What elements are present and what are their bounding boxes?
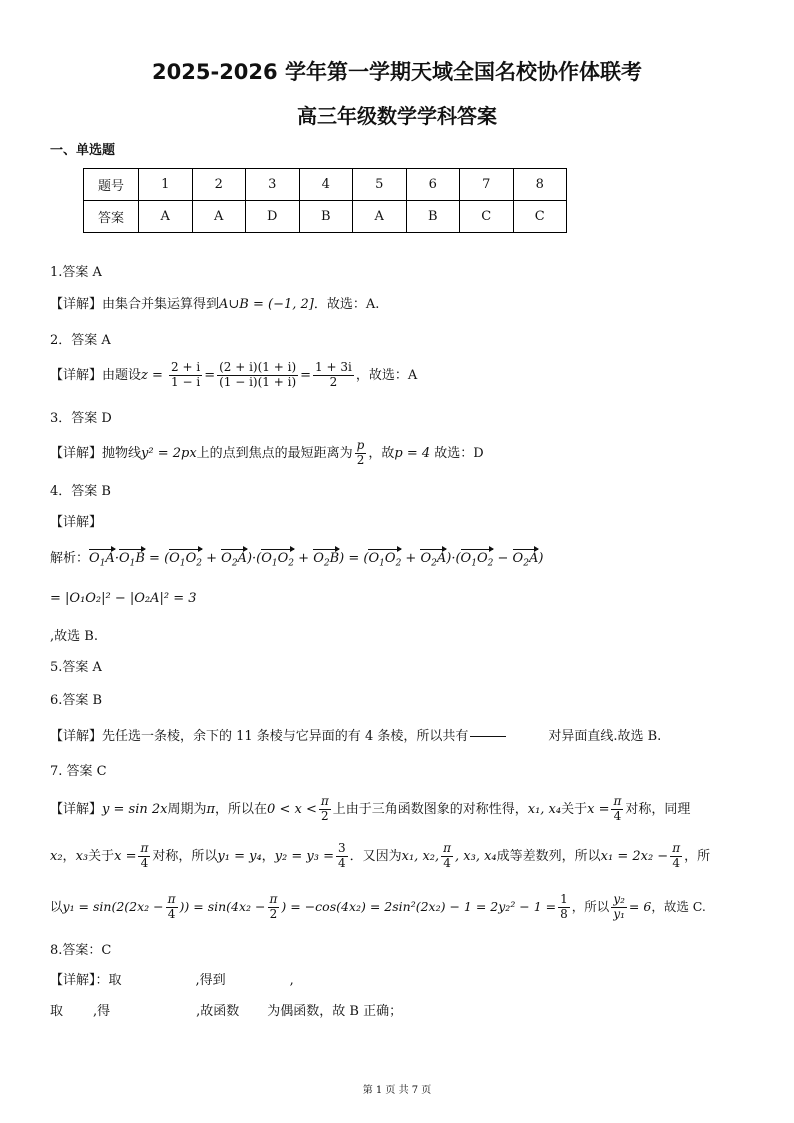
q2-f3-den: 2 xyxy=(329,374,338,389)
q7-math: = 6 xyxy=(628,898,652,914)
q3-prefix: 【详解】抛物线 xyxy=(50,445,142,461)
q7-fraction xyxy=(441,842,453,871)
q7-frac-num: 1 xyxy=(560,892,568,906)
q1-formula: A∪B = (−1, 2] xyxy=(219,297,314,312)
q7-math: x = xyxy=(587,801,610,817)
q7-text: 对称，所以 xyxy=(152,848,218,864)
q4-detail-label: 【详解】 xyxy=(50,515,103,530)
q7-line-3 xyxy=(50,893,706,922)
q7-frac-num: π xyxy=(269,892,278,906)
q7-answer: 7. 答案 C xyxy=(50,764,107,779)
q1-answer: 1.答案 A xyxy=(50,265,102,280)
q7-fraction xyxy=(268,893,280,922)
table-cell: D xyxy=(246,201,300,233)
table-row xyxy=(84,201,567,233)
q7-math: , x₃, x₄ xyxy=(455,848,497,864)
q7-text: ， xyxy=(261,848,275,864)
q8-text: 【详解】：取 xyxy=(50,973,122,988)
q7-frac-den: 4 xyxy=(443,855,451,870)
q4-answer: 4．答案 B xyxy=(50,484,111,499)
q4-solution-line-1 xyxy=(50,552,543,569)
q7-math: x = xyxy=(114,848,137,864)
table-row xyxy=(84,169,567,201)
q3-equation: y² = 2px xyxy=(141,445,197,461)
table-header-cell: 题号 xyxy=(84,169,139,201)
q7-fraction xyxy=(319,795,331,824)
page-title: 2025-2026 学年第一学期天域全国名校协作体联考 xyxy=(152,60,642,84)
q7-frac-num: π xyxy=(320,794,329,808)
q7-math: y = sin 2x xyxy=(102,801,168,817)
section-title: 一、单选题 xyxy=(50,143,116,158)
q7-text: 关于 xyxy=(88,848,115,864)
q8-text: ,得 xyxy=(93,1004,111,1019)
q3-suffix: 故选：D xyxy=(434,445,484,461)
q7-frac-den: 2 xyxy=(320,808,329,823)
table-cell: 5 xyxy=(353,169,407,201)
q3-f-num: p xyxy=(356,438,365,452)
table-cell: 6 xyxy=(406,169,460,201)
table-cell: 8 xyxy=(513,169,567,201)
q3-detail xyxy=(50,439,484,468)
q6-detail xyxy=(50,730,661,743)
q7-math: y₂ = y₃ = xyxy=(274,848,334,864)
table-cell: B xyxy=(299,201,353,233)
q7-fraction xyxy=(336,842,348,871)
q2-z: z = xyxy=(141,367,163,383)
q2-answer: 2．答案 A xyxy=(50,333,111,348)
q7-fraction xyxy=(611,795,623,824)
q1-prefix: 【详解】由集合并集运算得到 xyxy=(50,297,220,312)
q2-fraction-1 xyxy=(169,361,202,390)
q7-line-2 xyxy=(50,842,710,871)
q2-f2-den: (1 − i)(1 + i) xyxy=(219,374,297,389)
q7-frac-num: π xyxy=(443,841,452,855)
q7-frac-den: 4 xyxy=(140,855,149,870)
table-cell: 1 xyxy=(139,169,193,201)
q3-f-den: 2 xyxy=(356,452,365,467)
q7-frac-den: y₁ xyxy=(613,906,625,921)
q7-math: π xyxy=(206,801,216,817)
table-header-cell: 答案 xyxy=(84,201,139,233)
q7-text: ．又因为 xyxy=(349,848,402,864)
q2-f1-den: 1 − i xyxy=(171,374,201,389)
q7-frac-den: 4 xyxy=(613,808,622,823)
table-cell: A xyxy=(139,201,193,233)
q7-frac-den: 4 xyxy=(167,906,176,921)
q8-text: 为偶函数，故 B 正确； xyxy=(267,1004,403,1019)
q7-frac-num: π xyxy=(672,841,681,855)
q7-fraction xyxy=(670,842,682,871)
table-cell: 7 xyxy=(460,169,514,201)
q2-f3-num: 1 + 3i xyxy=(315,360,352,374)
q1-detail xyxy=(50,298,379,311)
q2-prefix: 【详解】由题设 xyxy=(50,367,142,383)
q2-f1-num: 2 + i xyxy=(171,360,201,374)
q1-suffix: ．故选：A. xyxy=(313,297,380,312)
q7-math: x₁ = 2x₂ − xyxy=(600,848,669,864)
q7-frac-den: 2 xyxy=(269,906,278,921)
table-cell: 2 xyxy=(192,169,246,201)
q7-math: x₃ xyxy=(75,848,89,864)
q7-math: )) = sin(4x₂ − xyxy=(179,898,266,914)
q8-text: 取 xyxy=(50,1004,64,1019)
q7-math: 0 < x < xyxy=(267,801,317,817)
q4-jiexi: 解析： xyxy=(50,551,90,566)
page-subtitle: 高三年级数学学科答案 xyxy=(297,104,497,128)
q7-text: ， xyxy=(62,848,76,864)
q2-fraction-2 xyxy=(217,361,298,390)
table-cell: A xyxy=(353,201,407,233)
q6-answer: 6.答案 B xyxy=(50,693,103,708)
q7-text: ，所以在 xyxy=(215,801,268,817)
q3-equation-2: p = 4 xyxy=(394,445,431,461)
q3-mid2: ，故 xyxy=(368,445,395,461)
q7-text: 对称，同理 xyxy=(625,801,691,817)
table-cell: C xyxy=(460,201,514,233)
q7-frac-num: π xyxy=(140,841,149,855)
q7-text: 成等差数列，所以 xyxy=(496,848,601,864)
q7-frac-num: y₂ xyxy=(613,892,625,906)
q4-end: ,故选 B. xyxy=(50,629,98,644)
q8-line-2 xyxy=(50,1005,402,1018)
q7-math: x₁, x₂, xyxy=(401,848,440,864)
q7-text: 【详解】 xyxy=(50,801,103,817)
q8-text: ,故函数 xyxy=(196,1004,240,1019)
q6-suffix: 对异面直线.故选 B. xyxy=(548,729,662,744)
q7-text: ，所 xyxy=(684,848,711,864)
q7-text: 上由于三角函数图象的对称性得， xyxy=(332,801,528,817)
q3-answer: 3．答案 D xyxy=(50,411,112,426)
q7-math: ) = −cos(4x₂) = 2sin²(2x₂) − 1 = 2y₂² − 1 = xyxy=(281,898,557,914)
q4-vector-expression: $O_1A\cdot O_1B = (O_1O_2 + O_2A)\cdot(O_1O_2 + O_2B) = (O_1O_2 + O_2A)\cdot(O_1O_2 - O_2A)$ xyxy=(89,551,544,569)
q7-text: 关于 xyxy=(561,801,588,817)
table-cell: 4 xyxy=(299,169,353,201)
q2-detail: 【详解】由题设z = $\frac{2 + i}{1 - i}$ = $\frac{(2 + i)(1 + i)}{(1 - i)(1 + i)}$ = $\frac{1 + 3i}{2}$ ，故选：A xyxy=(50,360,418,389)
q7-frac-den: 8 xyxy=(560,906,568,921)
q7-fraction xyxy=(138,842,150,871)
q3-fraction xyxy=(355,439,367,468)
q7-line-1 xyxy=(50,795,690,824)
table-cell: A xyxy=(192,201,246,233)
q7-math: x₂ xyxy=(50,848,63,864)
page-footer: 第 1 页 共 7 页 xyxy=(362,1085,432,1096)
q7-fraction xyxy=(166,893,178,922)
q8-text: , xyxy=(289,973,294,988)
q7-frac-den: 4 xyxy=(672,855,680,870)
q7-frac-den: 4 xyxy=(337,855,346,870)
q8-text: ,得到 xyxy=(195,973,226,988)
q7-text: ，故选 C. xyxy=(651,898,706,914)
q2-fraction-3 xyxy=(313,361,354,390)
q7-frac-num: π xyxy=(613,794,622,808)
q6-prefix: 【详解】先任选一条棱，余下的 11 条棱与它异面的有 4 条棱，所以共有 xyxy=(50,729,469,744)
q7-text: 周期为 xyxy=(167,801,207,817)
table-cell: B xyxy=(406,201,460,233)
q2-f2-num: (2 + i)(1 + i) xyxy=(219,360,297,374)
q7-text: ，所以 xyxy=(571,898,610,914)
answer-table xyxy=(83,168,567,233)
q7-frac-num: π xyxy=(167,892,176,906)
q7-fraction xyxy=(611,893,627,922)
q7-math: y₁ = sin(2(2x₂ − xyxy=(62,898,164,914)
q4-solution-line-2: = |O₁O₂|² − |O₂A|² = 3 xyxy=(50,591,197,606)
q3-mid: 上的点到焦点的最短距离为 xyxy=(196,445,353,461)
q7-math: y₁ = y₄ xyxy=(217,848,262,864)
q6-blank-line xyxy=(470,736,506,737)
q5-answer: 5.答案 A xyxy=(50,660,102,675)
q7-text: 以 xyxy=(50,898,63,914)
q7-fraction xyxy=(558,893,570,922)
q7-math: x₁, x₄ xyxy=(527,801,562,817)
q2-suffix: ，故选：A xyxy=(355,367,418,383)
table-cell: 3 xyxy=(246,169,300,201)
table-cell: C xyxy=(513,201,567,233)
q7-frac-num: 3 xyxy=(337,841,346,855)
q8-line-1 xyxy=(50,974,294,987)
q8-answer: 8.答案：C xyxy=(50,943,112,958)
